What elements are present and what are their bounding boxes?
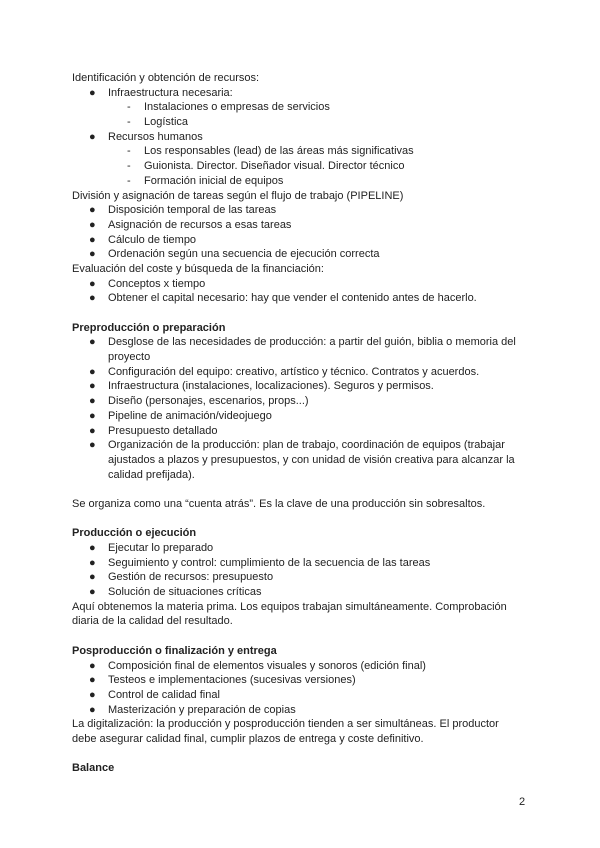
list-item-continuation: proyecto xyxy=(108,351,151,364)
list-item-continuation: calidad prefijada). xyxy=(108,468,195,481)
list-item xyxy=(72,541,532,556)
list-item-text: Infraestructura (instalaciones, localizaciones). Seguros y permisos. xyxy=(108,380,434,393)
paragraph: debe asegurar calidad final, cumplir plazos de entrega y coste definitivo. xyxy=(72,732,424,745)
bullet-icon: ● xyxy=(89,248,96,261)
dash-icon: - xyxy=(127,116,131,129)
list-item-text: Disposición temporal de las tareas xyxy=(108,204,277,217)
list-item xyxy=(72,688,532,703)
list-item xyxy=(72,585,532,600)
bullet-icon: ● xyxy=(89,542,96,554)
paragraph: Se organiza como una “cuenta atrás”. Es la clave de una producción sin sobresaltos. xyxy=(72,497,486,510)
bullet-icon: ● xyxy=(89,586,96,599)
list-item xyxy=(72,703,532,718)
list-item-text: Solución de situaciones críticas xyxy=(108,586,262,599)
spacer xyxy=(72,629,532,644)
list-item xyxy=(72,424,532,439)
list-item xyxy=(72,394,532,409)
list-item-text: Infraestructura necesaria: xyxy=(108,86,233,99)
bullet-icon: ● xyxy=(89,674,96,687)
dash-icon: - xyxy=(127,145,131,158)
list-item-text: Ordenación según una secuencia de ejecución correcta xyxy=(108,248,380,261)
list-item xyxy=(72,247,532,262)
list-item-text: Guionista. Director. Diseñador visual. Director técnico xyxy=(144,160,405,173)
paragraph: Aquí obtenemos la materia prima. Los equipos trabajan simultáneamente. Comprobación xyxy=(72,600,507,613)
dash-icon: - xyxy=(127,160,131,173)
bullet-icon: ● xyxy=(89,439,96,452)
paragraph: División y asignación de tareas según el flujo de trabajo (PIPELINE) xyxy=(72,189,404,202)
list-item-text: Control de calidad final xyxy=(108,688,220,701)
list-item-continuation: ajustados a plazos y presupuestos, y con unidad de visión creativa para alcanzar la xyxy=(108,453,515,466)
list-item xyxy=(72,335,532,350)
bullet-icon: ● xyxy=(89,365,96,378)
list-item xyxy=(72,659,532,674)
sub-list-item xyxy=(72,100,532,115)
dash-icon: - xyxy=(127,174,131,187)
list-item xyxy=(72,556,532,571)
list-item xyxy=(72,218,532,233)
list-item-text: Ejecutar lo preparado xyxy=(108,542,214,554)
bullet-icon: ● xyxy=(89,380,96,393)
sub-list-item xyxy=(72,115,532,130)
list-item xyxy=(72,277,532,292)
list-item-text: Gestión de recursos: presupuesto xyxy=(108,571,274,584)
list-item xyxy=(72,365,532,380)
list-item-text: Obtener el capital necesario: hay que vender el contenido antes de hacerlo. xyxy=(108,292,477,305)
list-item xyxy=(72,673,532,688)
sub-list-item xyxy=(72,174,532,189)
bullet-icon: ● xyxy=(89,292,96,305)
bullet-icon: ● xyxy=(89,571,96,584)
list-item-text: Recursos humanos xyxy=(108,130,203,143)
bullet-icon: ● xyxy=(89,556,96,569)
list-item xyxy=(72,130,532,145)
list-item xyxy=(72,233,532,248)
bullet-icon: ● xyxy=(89,86,96,99)
spacer xyxy=(72,482,532,497)
list-item-text: Organización de la producción: plan de trabajo, coordinación de equipos (trabajar xyxy=(108,439,505,452)
paragraph: Identificación y obtención de recursos: xyxy=(72,72,260,84)
list-item-text: Conceptos x tiempo xyxy=(108,277,206,290)
list-item-text: Diseño (personajes, escenarios, props...) xyxy=(108,395,309,408)
list-item-text: Cálculo de tiempo xyxy=(108,233,197,246)
list-item-text: Seguimiento y control: cumplimiento de la secuencia de las tareas xyxy=(108,556,431,569)
list-item-text: Instalaciones o empresas de servicios xyxy=(144,101,330,114)
list-item-text: Formación inicial de equipos xyxy=(144,174,284,187)
sub-list-item xyxy=(72,144,532,159)
section-heading: Balance xyxy=(72,762,115,775)
bullet-icon: ● xyxy=(89,424,96,437)
bullet-icon: ● xyxy=(89,233,96,246)
paragraph: Evaluación del coste y búsqueda de la financiación: xyxy=(72,262,324,275)
list-item xyxy=(72,86,532,101)
bullet-icon: ● xyxy=(89,130,96,143)
paragraph: La digitalización: la producción y posproducción tienden a ser simultáneas. El productor xyxy=(72,718,499,731)
paragraph: diaria de la calidad del resultado. xyxy=(72,615,233,628)
list-item xyxy=(72,409,532,424)
bullet-icon: ● xyxy=(89,204,96,217)
list-item-text: Masterización y preparación de copias xyxy=(108,703,296,716)
list-item-text: Testeos e implementaciones (sucesivas versiones) xyxy=(108,674,356,687)
sub-list-item xyxy=(72,159,532,174)
list-item-text: Configuración del equipo: creativo, artístico y técnico. Contratos y acuerdos. xyxy=(108,365,480,378)
bullet-icon: ● xyxy=(89,336,96,349)
spacer xyxy=(72,306,532,321)
bullet-icon: ● xyxy=(89,703,96,716)
spacer xyxy=(72,512,532,527)
section-heading: Preproducción o preparación xyxy=(72,321,226,334)
list-item xyxy=(72,291,532,306)
list-item xyxy=(72,379,532,394)
list-item-text: Presupuesto detallado xyxy=(108,424,218,437)
bullet-icon: ● xyxy=(89,277,96,290)
bullet-icon: ● xyxy=(89,659,96,672)
dash-icon: - xyxy=(127,101,131,114)
bullet-icon: ● xyxy=(89,395,96,408)
list-item xyxy=(72,438,532,453)
list-item-text: Asignación de recursos a esas tareas xyxy=(108,218,292,231)
bullet-icon: ● xyxy=(89,409,96,422)
section-heading: Posproducción o finalización y entrega xyxy=(72,644,277,657)
document-body xyxy=(72,71,532,776)
section-heading: Producción o ejecución xyxy=(72,527,197,540)
page-number: 2 xyxy=(519,796,526,808)
list-item-text: Composición final de elementos visuales y sonoros (edición final) xyxy=(108,659,426,672)
list-item xyxy=(72,203,532,218)
spacer xyxy=(72,747,532,762)
list-item xyxy=(72,570,532,585)
list-item-text: Pipeline de animación/videojuego xyxy=(108,409,272,422)
list-item-text: Los responsables (lead) de las áreas más significativas xyxy=(144,145,414,158)
list-item-text: Logística xyxy=(144,116,189,129)
bullet-icon: ● xyxy=(89,688,96,701)
bullet-icon: ● xyxy=(89,218,96,231)
list-item-text: Desglose de las necesidades de producción: a partir del guión, biblia o memoria del xyxy=(108,336,516,349)
